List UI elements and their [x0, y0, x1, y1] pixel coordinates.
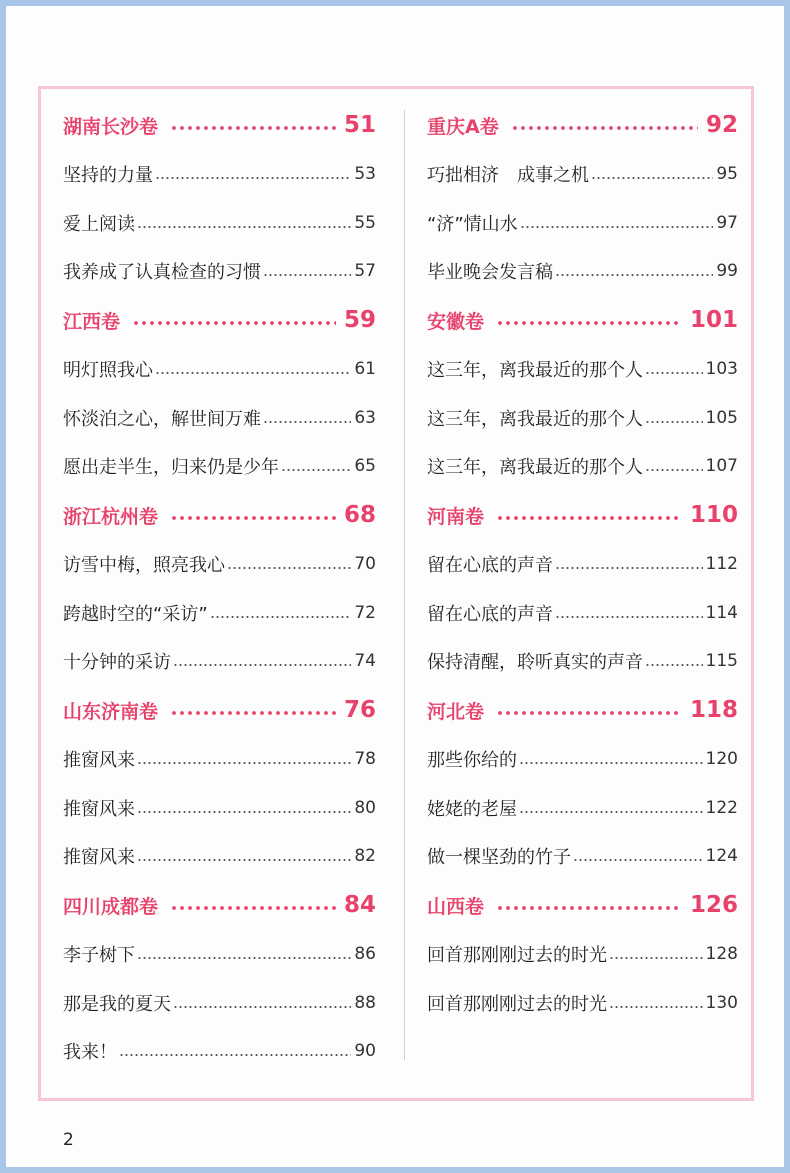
dot-leader [645, 469, 703, 471]
dot-leader [137, 762, 351, 764]
toc-entry-title: 怀淡泊之心，解世间万难 [63, 408, 261, 430]
toc-entry-page: 57 [354, 261, 376, 282]
toc-entry [63, 354, 376, 384]
toc-entry-title: 做一棵坚劲的竹子 [427, 847, 571, 869]
toc-entry-page: 120 [705, 748, 738, 769]
dot-leader [609, 957, 703, 959]
toc-entry-page: 105 [705, 407, 738, 428]
toc-entry-page: 72 [354, 602, 376, 623]
dot-leader [263, 274, 351, 276]
toc-entry [63, 1036, 376, 1066]
toc-entry-page: 55 [354, 212, 376, 233]
toc-entry-page: 112 [705, 553, 738, 574]
toc-entry-title: 明灯照我心 [63, 359, 153, 381]
toc-section-heading [63, 500, 376, 530]
toc-entry-page: 124 [705, 846, 738, 867]
page-number: 2 [63, 1130, 74, 1150]
toc-entry [63, 939, 376, 969]
toc-entry [63, 744, 376, 774]
toc-entry-title: 回首那刚刚过去的时光 [427, 944, 607, 966]
toc-entry-page: 90 [354, 1041, 376, 1062]
toc-entry-page: 99 [716, 261, 738, 282]
dot-leader [155, 177, 351, 179]
dot-leader [555, 616, 703, 618]
toc-entry-title: 愿出走半生，归来仍是少年 [63, 457, 279, 479]
toc-entry-page: 107 [705, 456, 738, 477]
toc-entry [427, 451, 738, 481]
toc-entry [63, 988, 376, 1018]
toc-entry-page: 76 [343, 697, 376, 723]
toc-entry-page: 95 [716, 163, 738, 184]
dot-leader [519, 762, 703, 764]
dot-leader [645, 421, 703, 423]
toc-entry-page: 118 [689, 697, 738, 723]
toc-section-heading [63, 890, 376, 920]
toc-entry [427, 354, 738, 384]
dot-leader [645, 372, 703, 374]
toc-entry-title: 推窗风来 [63, 847, 135, 869]
toc-section-heading [427, 890, 738, 920]
column-divider [404, 110, 405, 1060]
toc-entry-title: 这三年，离我最近的那个人 [427, 408, 643, 430]
toc-entry [427, 549, 738, 579]
toc-section-heading [427, 305, 738, 335]
toc-entry-page: 53 [354, 163, 376, 184]
dot-leader [496, 516, 682, 520]
dot-leader [170, 516, 336, 520]
toc-entry [63, 208, 376, 238]
dot-leader [519, 811, 703, 813]
dot-leader [155, 372, 351, 374]
toc-entry-page: 92 [705, 112, 738, 138]
toc-entry-page: 59 [343, 307, 376, 333]
dot-leader [137, 811, 351, 813]
toc-entry [63, 646, 376, 676]
toc-section-heading [427, 500, 738, 530]
toc-entry [63, 793, 376, 823]
toc-entry [63, 451, 376, 481]
toc-entry [63, 598, 376, 628]
toc-entry-title: 浙江杭州卷 [63, 505, 159, 528]
toc-entry-title: 跨越时空的“采访” [63, 603, 208, 625]
toc-entry [427, 939, 738, 969]
toc-entry-title: 那是我的夏天 [63, 993, 171, 1015]
dot-leader [609, 1006, 703, 1008]
toc-entry-page: 114 [705, 602, 738, 623]
toc-entry-page: 78 [354, 748, 376, 769]
toc-entry-title: 姥姥的老屋 [427, 798, 517, 820]
dot-leader [173, 664, 351, 666]
toc-entry-page: 122 [705, 797, 738, 818]
toc-entry-title: 湖南长沙卷 [63, 115, 159, 138]
dot-leader [170, 711, 336, 715]
dot-leader [520, 226, 714, 228]
toc-entry-page: 103 [705, 358, 738, 379]
toc-entry [427, 793, 738, 823]
toc-entry-title: 推窗风来 [63, 749, 135, 771]
dot-leader [573, 859, 703, 861]
dot-leader [137, 957, 351, 959]
toc-entry-page: 97 [716, 212, 738, 233]
toc-entry-page: 65 [354, 456, 376, 477]
toc-section-heading [63, 110, 376, 140]
toc-entry-title: 山西卷 [427, 895, 485, 918]
toc-entry-page: 70 [354, 553, 376, 574]
toc-section-heading [427, 695, 738, 725]
dot-leader [555, 274, 713, 276]
toc-entry-page: 84 [343, 892, 376, 918]
dot-leader [170, 126, 336, 130]
toc-entry-page: 126 [689, 892, 738, 918]
toc-entry-title: 河南卷 [427, 505, 485, 528]
toc-entry-page: 82 [354, 846, 376, 867]
toc-entry [427, 744, 738, 774]
toc-entry-page: 88 [354, 992, 376, 1013]
toc-entry-title: “济”情山水 [427, 213, 518, 235]
dot-leader [645, 664, 703, 666]
dot-leader [170, 906, 336, 910]
toc-entry [427, 988, 738, 1018]
toc-entry-page: 86 [354, 943, 376, 964]
toc-entry [427, 159, 738, 189]
dot-leader [591, 177, 713, 179]
toc-entry-title: 巧拙相济 成事之机 [427, 164, 589, 186]
toc-entry-page: 51 [343, 112, 376, 138]
dot-leader [511, 126, 698, 130]
toc-entry-title: 我养成了认真检查的习惯 [63, 262, 261, 284]
toc-entry-page: 115 [705, 651, 738, 672]
toc-entry-title: 我来！ [63, 1042, 117, 1064]
toc-entry-title: 毕业晚会发言稿 [427, 262, 553, 284]
toc-entry [427, 208, 738, 238]
toc-entry [63, 549, 376, 579]
dot-leader [132, 321, 336, 325]
toc-entry-title: 重庆A卷 [427, 115, 499, 138]
toc-entry-title: 保持清醒，聆听真实的声音 [427, 652, 643, 674]
dot-leader [137, 226, 351, 228]
toc-entry-page: 101 [689, 307, 738, 333]
toc-entry-page: 130 [705, 992, 738, 1013]
toc-entry-title: 江西卷 [63, 310, 121, 333]
toc-section-heading [63, 695, 376, 725]
dot-leader [210, 616, 352, 618]
toc-entry-page: 68 [343, 502, 376, 528]
toc-entry [63, 841, 376, 871]
toc-entry [427, 598, 738, 628]
dot-leader [263, 421, 351, 423]
toc-entry-title: 四川成都卷 [63, 895, 159, 918]
toc-entry-page: 61 [354, 358, 376, 379]
toc-entry-page: 110 [689, 502, 738, 528]
toc-entry-title: 那些你给的 [427, 749, 517, 771]
dot-leader [496, 711, 682, 715]
toc-entry [63, 403, 376, 433]
toc-entry-title: 留在心底的声音 [427, 603, 553, 625]
toc-entry-title: 爱上阅读 [63, 213, 135, 235]
dot-leader [119, 1054, 351, 1056]
toc-entry-page: 80 [354, 797, 376, 818]
dot-leader [496, 906, 682, 910]
dot-leader [173, 1006, 351, 1008]
toc-entry-title: 安徽卷 [427, 310, 485, 333]
dot-leader [496, 321, 682, 325]
toc-entry-title: 山东济南卷 [63, 700, 159, 723]
toc-entry-title: 十分钟的采访 [63, 652, 171, 674]
toc-section-heading [63, 305, 376, 335]
toc-entry [427, 403, 738, 433]
toc-entry [427, 256, 738, 286]
toc-entry-title: 回首那刚刚过去的时光 [427, 993, 607, 1015]
toc-entry [427, 646, 738, 676]
dot-leader [137, 859, 351, 861]
toc-entry-page: 74 [354, 651, 376, 672]
toc-entry-title: 河北卷 [427, 700, 485, 723]
toc-entry-title: 这三年，离我最近的那个人 [427, 359, 643, 381]
dot-leader [555, 567, 703, 569]
toc-entry-title: 坚持的力量 [63, 164, 153, 186]
toc-entry-page: 128 [705, 943, 738, 964]
dot-leader [281, 469, 351, 471]
toc-entry-page: 63 [354, 407, 376, 428]
toc-entry [427, 841, 738, 871]
toc-entry-title: 访雪中梅，照亮我心 [63, 554, 225, 576]
toc-entry-title: 这三年，离我最近的那个人 [427, 457, 643, 479]
toc-entry-title: 李子树下 [63, 944, 135, 966]
toc-section-heading [427, 110, 738, 140]
dot-leader [227, 567, 351, 569]
toc-entry [63, 159, 376, 189]
toc-entry-title: 推窗风来 [63, 798, 135, 820]
toc-entry-title: 留在心底的声音 [427, 554, 553, 576]
book-page [6, 6, 784, 1167]
toc-entry [63, 256, 376, 286]
